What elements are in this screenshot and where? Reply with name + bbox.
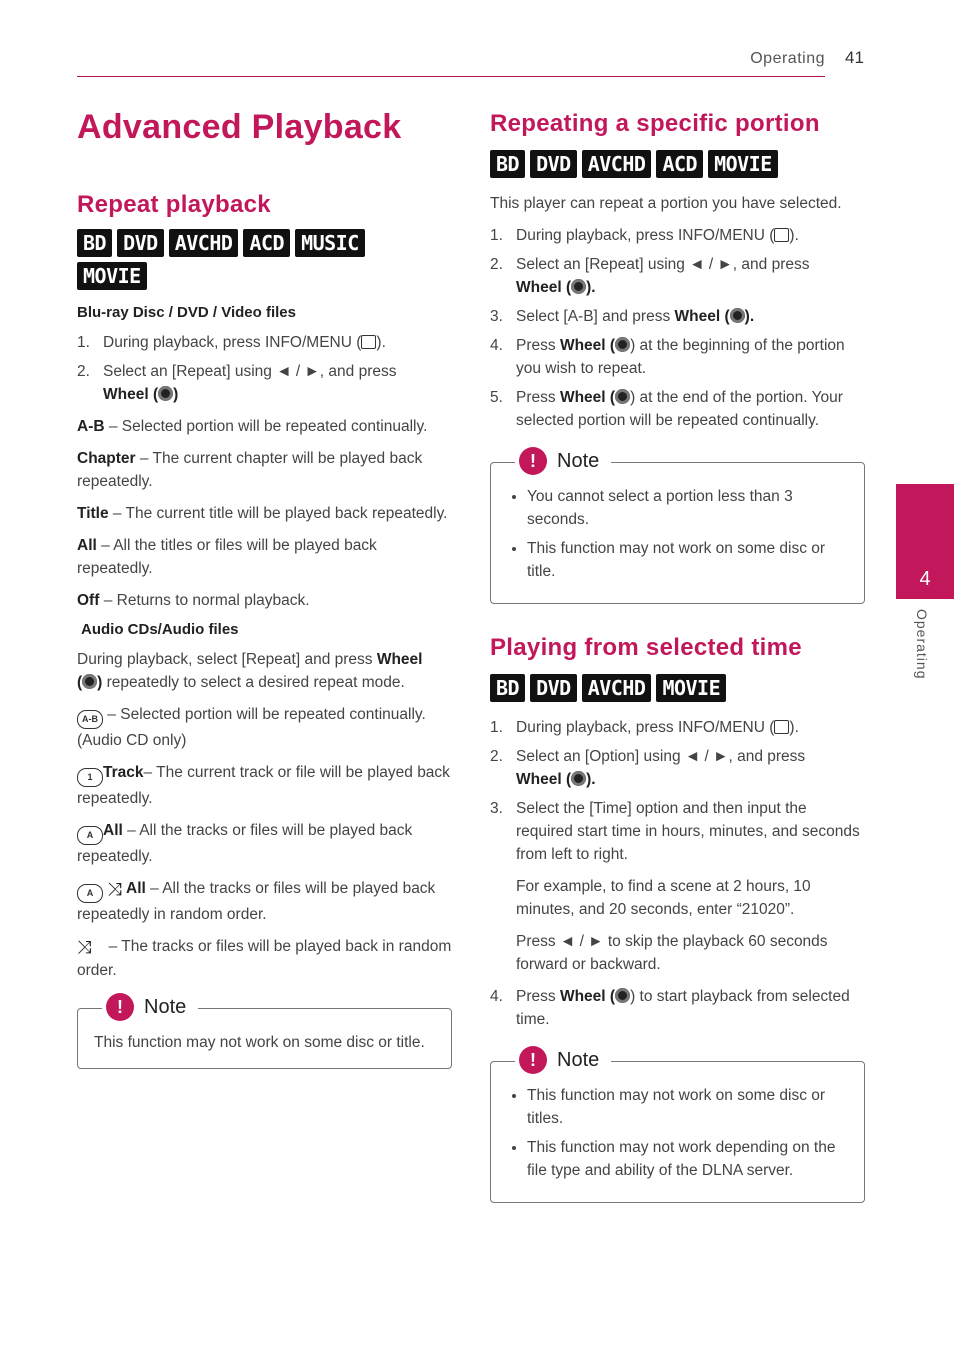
exclamation-icon: !: [519, 447, 547, 475]
list-item: 3. Select [A-B] and press Wheel ( ).: [490, 308, 755, 325]
list-item: 4. Press Wheel ( ) at the beginning of the portion you wish to repeat.: [490, 337, 845, 377]
list-item: 5. Press Wheel ( ) at the end of the portion. Your selected portion will be repeated continually.: [490, 389, 843, 429]
page-number: 41: [845, 48, 864, 67]
wheel-icon: [571, 279, 586, 294]
badge-bd: BD: [77, 229, 112, 257]
repeat-all-icon: A: [77, 884, 103, 903]
badge-avchd: AVCHD: [169, 229, 239, 257]
right-column: [490, 110, 865, 1203]
exclamation-icon: !: [106, 993, 134, 1021]
audio-mode-random: ⤨ – The tracks or files will be played back in random order.: [77, 937, 452, 979]
list-item: 2. Select an [Repeat] using ◄ / ►, and press Wheel ( ).: [490, 256, 810, 296]
list-item: 1. During playback, press INFO/MENU ( ).: [490, 227, 799, 244]
audio-intro: During playback, select [Repeat] and press Wheel ( ) repeatedly to select a desired repeat mode.: [77, 651, 423, 691]
portion-heading: Repeating a specific portion: [490, 110, 820, 137]
badge-music: MUSIC: [295, 229, 365, 257]
time-heading: Playing from selected time: [490, 634, 802, 661]
list-item: • This function may not work on some disc or titles.: [527, 1084, 848, 1130]
list-item: • This function may not work depending on the file type and ability of the DLNA server.: [527, 1136, 848, 1182]
audio-mode-ab: A-B – Selected portion will be repeated continually. (Audio CD only): [77, 706, 426, 749]
badge-bd: BD: [490, 674, 525, 702]
portion-steps: [490, 224, 865, 432]
audio-mode-track: 1 Track– The current track or file will be played back repeatedly.: [77, 764, 450, 807]
badge-dvd: DVD: [117, 229, 164, 257]
left-column: [77, 108, 452, 1069]
chapter-label: Operating: [914, 609, 930, 680]
list-item: 1. During playback, press INFO/MENU ( ).: [490, 719, 799, 736]
wheel-icon: [571, 771, 586, 786]
mode-all: All – All the titles or files will be played back repeatedly.: [77, 537, 377, 577]
time-badges: [490, 674, 820, 702]
mode-ab: A-B – Selected portion will be repeated continually.: [77, 418, 428, 435]
repeat-all-icon: A: [77, 826, 103, 845]
portion-badges: [490, 150, 820, 178]
repeat-steps: [77, 331, 452, 406]
time-steps-cont: [490, 985, 865, 1031]
note-header: [515, 1046, 611, 1074]
time-skip: Press ◄ / ► to skip the playback 60 seconds forward or backward.: [516, 933, 828, 973]
wheel-icon: [82, 674, 97, 689]
wheel-icon: [615, 389, 630, 404]
page-title: Advanced Playback: [77, 108, 402, 146]
mode-title: Title – The current title will be played back repeatedly.: [77, 505, 448, 522]
wheel-icon: [158, 386, 173, 401]
note-header: [102, 993, 198, 1021]
note-text: This function may not work on some disc or title.: [94, 1034, 425, 1051]
note-header: [515, 447, 611, 475]
shuffle-icon: ⤨: [77, 937, 92, 957]
note-title: Note: [557, 1048, 600, 1071]
badge-acd: ACD: [243, 229, 290, 257]
badge-dvd: DVD: [530, 150, 577, 178]
list-item: 3. Select the [Time] option and then input the required start time in hours, minutes, and seconds from left to right.: [490, 800, 860, 863]
menu-icon: [774, 720, 789, 734]
list-item: • You cannot select a portion less than 3 seconds.: [527, 485, 848, 531]
badge-movie: MOVIE: [77, 262, 147, 290]
chapter-tab: [896, 484, 954, 599]
list-item: 4. Press Wheel ( ) to start playback from selected time.: [490, 988, 850, 1028]
badge-avchd: AVCHD: [582, 674, 652, 702]
badge-movie: MOVIE: [708, 150, 778, 178]
badge-movie: MOVIE: [656, 674, 726, 702]
repeat-ab-icon: A-B: [77, 710, 103, 729]
menu-icon: [774, 228, 789, 242]
portion-intro: This player can repeat a portion you have selected.: [490, 195, 842, 212]
audio-mode-all-random: A ⤨ All – All the tracks or files will be played back repeatedly in random order.: [77, 879, 436, 923]
page-header: [77, 48, 825, 77]
list-item: 2. Select an [Repeat] using ◄ / ►, and press Wheel ( ): [77, 363, 397, 403]
repeat-note: [77, 995, 452, 1069]
note-title: Note: [144, 995, 187, 1018]
header-section: Operating: [750, 50, 825, 67]
chapter-number: 4: [919, 568, 931, 590]
time-note: [490, 1048, 865, 1203]
wheel-icon: [730, 308, 745, 323]
badge-bd: BD: [490, 150, 525, 178]
badge-avchd: AVCHD: [582, 150, 652, 178]
note-list: [507, 485, 848, 583]
note-list: [507, 1084, 848, 1182]
audio-subhead: Audio CDs/Audio files: [81, 621, 239, 638]
menu-icon: [361, 335, 376, 349]
list-item: 1. During playback, press INFO/MENU ( ).: [77, 334, 386, 351]
time-example: For example, to find a scene at 2 hours, 10 minutes, and 20 seconds, enter “21020”.: [516, 878, 811, 918]
time-steps: [490, 716, 865, 866]
wheel-icon: [615, 337, 630, 352]
wheel-icon: [615, 988, 630, 1003]
badge-dvd: DVD: [530, 674, 577, 702]
mode-chapter: Chapter – The current chapter will be played back repeatedly.: [77, 450, 423, 490]
shuffle-icon: ⤨: [107, 879, 122, 899]
repeat-one-icon: 1: [77, 768, 103, 787]
list-item: • This function may not work on some disc or title.: [527, 537, 848, 583]
list-item: 2. Select an [Option] using ◄ / ►, and press Wheel ( ).: [490, 748, 806, 788]
portion-note: [490, 449, 865, 604]
audio-mode-all: A All – All the tracks or files will be played back repeatedly.: [77, 822, 413, 865]
repeat-heading: Repeat playback: [77, 191, 271, 218]
note-title: Note: [557, 449, 600, 472]
repeat-badges: [77, 229, 407, 290]
mode-off: Off – Returns to normal playback.: [77, 592, 310, 609]
bluray-subhead: Blu-ray Disc / DVD / Video files: [77, 304, 296, 321]
exclamation-icon: !: [519, 1046, 547, 1074]
badge-acd: ACD: [656, 150, 703, 178]
